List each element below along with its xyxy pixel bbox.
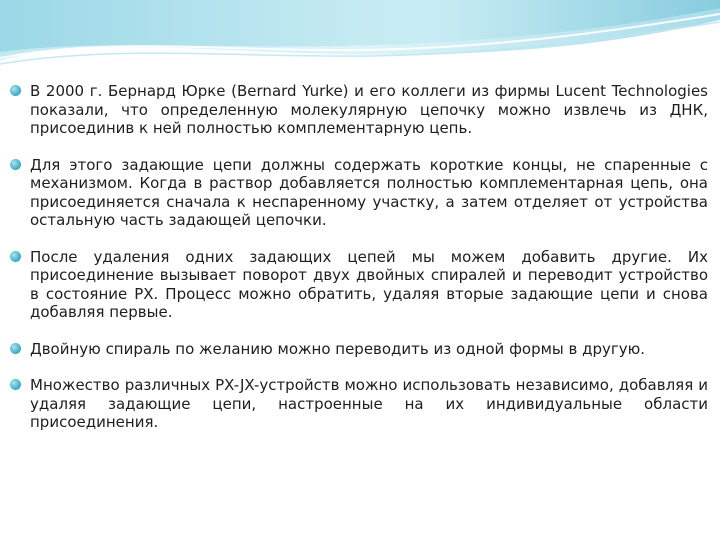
bullet-item: [10, 340, 708, 359]
bullet-item: [10, 248, 708, 322]
bullet-item: [10, 376, 708, 432]
bullet-dot-icon: [10, 85, 21, 96]
bullet-dot-icon: [10, 379, 21, 390]
bullet-text: Двойную спираль по желанию можно переводить из одной формы в другую.: [30, 339, 646, 358]
bullet-item: [10, 156, 708, 230]
bullet-dot-icon: [10, 343, 21, 354]
bullet-text: В 2000 г. Бернард Юрке (Bernard Yurke) и его коллеги из фирмы Lucent Technologies показали, что определенную молекулярную цепочку можно извлечь из ДНК, присоединив к ней полностью комплементарную цепь.: [30, 82, 708, 137]
header-wave-decoration: [0, 0, 720, 80]
bullet-text: Множество различных PX-JX-устройств можно использовать независимо, добавляя и удаляя задающие цепи, настроенные на их индивидуальные области присоединения.: [30, 376, 708, 431]
bullet-text: После удаления одних задающих цепей мы можем добавить другие. Их присоединение вызывает поворот двух двойных спиралей и переводит устройство в состояние PX. Процесс можно обратить, удаляя вторые задающие цепи и снова добавляя первые.: [30, 247, 708, 321]
bullet-list: [10, 82, 708, 450]
bullet-dot-icon: [10, 159, 21, 170]
bullet-item: [10, 82, 708, 138]
bullet-text: Для этого задающие цепи должны содержать короткие концы, не спаренные с механизмом. Когда в раствор добавляется полностью комплементарная цепь, она присоединяется сначала к неспаренному участку, а затем отделяет от устройства остальную часть задающей цепочки.: [30, 155, 708, 229]
bullet-dot-icon: [10, 251, 21, 262]
